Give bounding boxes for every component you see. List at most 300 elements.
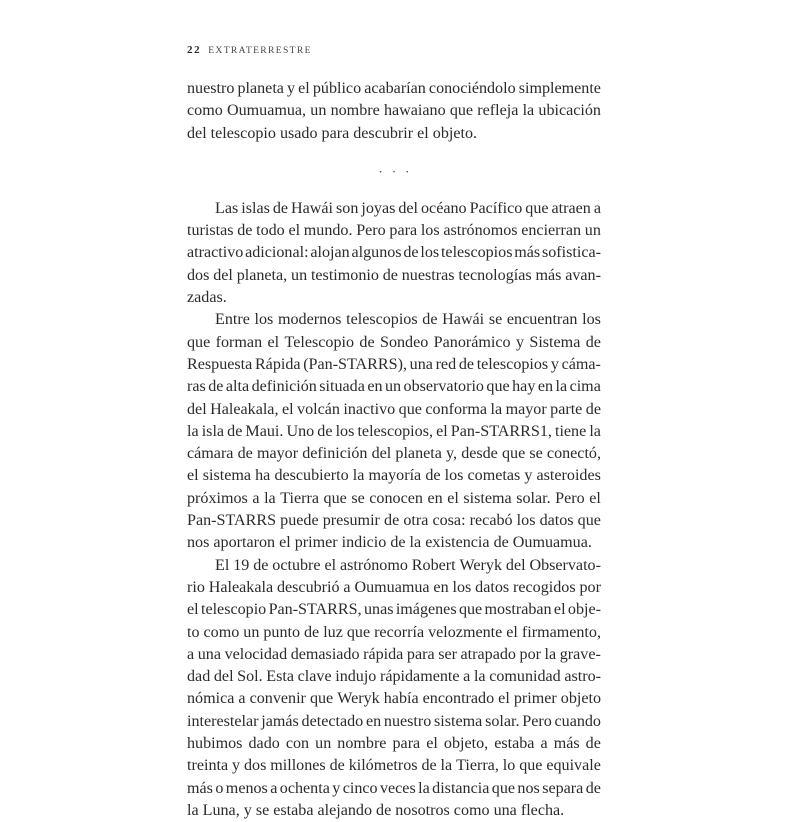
word: refleja xyxy=(477,102,519,120)
word: cima xyxy=(569,378,601,396)
word: más xyxy=(514,244,541,262)
text-line xyxy=(187,577,601,599)
word: hawaiano xyxy=(383,102,446,120)
word: de xyxy=(253,556,269,574)
word: encontrado xyxy=(422,690,495,708)
word: que xyxy=(486,378,510,396)
word: separa xyxy=(542,779,584,797)
word: telescopio xyxy=(200,601,267,619)
word: astrónomos xyxy=(443,222,518,240)
text-line xyxy=(187,510,601,532)
word: del xyxy=(187,400,207,418)
word: de xyxy=(585,779,601,797)
word: la xyxy=(490,400,503,418)
word: modernos xyxy=(277,311,342,329)
word: solar. xyxy=(516,489,551,507)
text-line xyxy=(187,309,601,331)
word: ser xyxy=(438,645,457,663)
word: hay xyxy=(512,378,536,396)
word: un xyxy=(384,378,402,396)
text-line xyxy=(187,666,601,688)
word: de xyxy=(382,266,398,284)
word: de xyxy=(425,467,441,485)
word: el xyxy=(187,467,199,485)
word: demasiado xyxy=(290,645,360,663)
text-line xyxy=(187,688,601,710)
word: océano xyxy=(421,199,467,217)
word: Esta xyxy=(266,668,295,686)
word: de xyxy=(585,333,601,351)
word: de xyxy=(403,244,419,262)
word: clave xyxy=(297,668,332,686)
word: que xyxy=(187,333,211,351)
word: del xyxy=(371,445,392,463)
word: distancia xyxy=(432,779,490,797)
running-head xyxy=(187,44,312,56)
word: forman xyxy=(215,333,263,351)
word: los xyxy=(420,244,440,262)
text-line xyxy=(187,599,601,621)
paragraph xyxy=(187,555,601,822)
word: a xyxy=(540,735,548,753)
word: en xyxy=(433,578,449,596)
word: la xyxy=(418,779,430,797)
word: El xyxy=(215,556,230,574)
text-line xyxy=(187,220,601,242)
word: Pero xyxy=(356,222,386,240)
word: nombre xyxy=(330,102,380,120)
word: desde xyxy=(461,445,498,463)
word: el xyxy=(281,400,294,418)
word: el xyxy=(267,333,280,351)
text-line xyxy=(187,100,601,122)
word: alta xyxy=(225,378,250,396)
text-line xyxy=(187,421,601,443)
word: o xyxy=(215,779,224,797)
word: unas xyxy=(363,601,394,619)
word: Respuesta xyxy=(187,355,253,373)
word: sofistica- xyxy=(542,244,601,262)
text-line xyxy=(187,778,601,800)
word: Panorámico xyxy=(433,333,511,351)
word: más xyxy=(535,266,562,284)
text-line xyxy=(187,555,601,577)
word: islas xyxy=(241,199,270,217)
word: rio xyxy=(187,578,205,596)
word: a xyxy=(252,489,260,507)
word: los xyxy=(420,222,440,240)
word: nombre xyxy=(337,735,387,753)
word: a xyxy=(238,690,246,708)
word: que xyxy=(449,102,474,120)
word: comunidad xyxy=(489,668,561,686)
word: el xyxy=(589,489,601,507)
word: para xyxy=(392,735,421,753)
word: por xyxy=(579,578,601,596)
word: nuestro xyxy=(383,712,432,730)
word: conocen xyxy=(369,489,423,507)
word: recorría xyxy=(374,623,425,641)
text-line: zadas. xyxy=(187,289,227,307)
word: el xyxy=(553,601,566,619)
word: una xyxy=(197,645,221,663)
word: equivale xyxy=(546,757,601,775)
word: del xyxy=(505,556,526,574)
word: jamás xyxy=(261,712,299,730)
word: que xyxy=(491,779,516,797)
word: la xyxy=(264,489,276,507)
word: ochenta xyxy=(279,779,330,797)
word: millones xyxy=(270,757,326,775)
word: isla xyxy=(201,422,225,440)
word: los xyxy=(335,422,355,440)
word: el xyxy=(298,80,310,97)
word: un xyxy=(584,222,601,240)
word: primer xyxy=(513,690,557,708)
text-line xyxy=(187,242,601,264)
word: ubicación xyxy=(538,102,601,120)
word: estaba xyxy=(494,735,535,753)
word: de xyxy=(329,757,345,775)
word: inactivo xyxy=(343,400,396,418)
word: para xyxy=(389,222,418,240)
paragraph xyxy=(187,198,601,309)
word: los xyxy=(582,311,601,329)
section-break-dinkus: ··· xyxy=(378,163,419,179)
word: a xyxy=(270,779,278,797)
word: kilómetros xyxy=(348,757,418,775)
word: velozmente xyxy=(428,623,503,641)
word: tecnologías xyxy=(458,266,532,284)
word: atraen xyxy=(551,199,591,217)
word: se xyxy=(351,489,365,507)
word: del xyxy=(398,199,419,217)
word: planeta xyxy=(395,445,442,463)
word: volcán xyxy=(297,400,340,418)
word: los xyxy=(254,311,274,329)
word: obje- xyxy=(567,601,601,619)
word: objeto, xyxy=(443,735,489,753)
text-line xyxy=(187,376,601,398)
word: como xyxy=(187,102,223,120)
word: Sondeo xyxy=(380,333,429,351)
word: los xyxy=(444,467,464,485)
word: un xyxy=(315,735,332,753)
word: cuando xyxy=(554,712,601,730)
word: Entre xyxy=(215,311,250,329)
word: telescopios xyxy=(476,355,549,373)
word: lo xyxy=(502,757,516,775)
word: cometas xyxy=(467,467,521,485)
word: un xyxy=(243,623,260,641)
word: descubrió xyxy=(276,578,340,596)
word: situada xyxy=(319,378,365,396)
body-text xyxy=(187,78,601,822)
word: Pero xyxy=(555,489,585,507)
word: alojan xyxy=(310,244,350,262)
text-line xyxy=(187,488,601,510)
word: dad xyxy=(187,668,211,686)
word: que xyxy=(577,512,601,530)
word: a xyxy=(187,645,195,663)
word: Pacífico xyxy=(469,199,523,217)
word: de xyxy=(208,378,224,396)
word: la xyxy=(440,757,453,775)
word: había xyxy=(383,690,419,708)
word: Oumuamua, xyxy=(226,102,307,120)
word: que xyxy=(501,445,526,463)
word: asteroides xyxy=(536,467,601,485)
word: de xyxy=(304,623,320,641)
word: recogidos xyxy=(513,578,576,596)
word: del xyxy=(213,668,234,686)
word: de xyxy=(422,311,438,329)
word: para xyxy=(406,645,435,663)
word: acabarían xyxy=(364,80,426,97)
word: la xyxy=(352,467,365,485)
word: simplemente xyxy=(518,80,601,97)
word: testimonio xyxy=(310,266,379,284)
word: menos xyxy=(225,779,268,797)
word: que xyxy=(398,400,422,418)
word: firmamento, xyxy=(521,623,601,641)
word: velocidad xyxy=(224,645,288,663)
word: cáma- xyxy=(561,355,601,373)
word: los xyxy=(452,578,472,596)
word: ha xyxy=(255,467,271,485)
word: Sol. xyxy=(237,668,263,686)
word: planeta, xyxy=(236,266,288,284)
word: rápida xyxy=(363,645,404,663)
word: como xyxy=(203,623,240,641)
word: Tierra, xyxy=(456,757,499,775)
word: y xyxy=(550,355,559,373)
word: en xyxy=(367,378,383,396)
word: imágenes xyxy=(395,601,457,619)
word: el xyxy=(187,601,199,619)
text-line xyxy=(187,644,601,666)
word: definición xyxy=(251,378,317,396)
word: Hawái xyxy=(442,311,485,329)
word: un xyxy=(291,266,308,284)
text-line xyxy=(187,711,601,733)
word: que xyxy=(458,601,483,619)
word: de xyxy=(272,199,289,217)
word: ras xyxy=(187,378,206,396)
word: Telescopio xyxy=(284,333,355,351)
word: objeto xyxy=(560,690,601,708)
word: el xyxy=(288,222,301,240)
word: sistema xyxy=(434,712,483,730)
word: punto xyxy=(263,623,301,641)
word: y xyxy=(287,80,296,97)
word: mayor xyxy=(256,445,299,463)
word: cinco xyxy=(342,779,378,797)
text-line xyxy=(187,332,601,354)
word: a xyxy=(593,199,601,217)
word: y xyxy=(515,333,524,351)
word: cámara xyxy=(187,445,234,463)
word: encierran xyxy=(521,222,582,240)
word: de xyxy=(585,735,601,753)
word: planeta xyxy=(237,80,284,97)
word: de xyxy=(317,422,333,440)
word: una xyxy=(409,355,433,373)
word: por xyxy=(519,645,541,663)
word: mostraban xyxy=(484,601,552,619)
word: Hawái xyxy=(291,199,334,217)
word: y xyxy=(524,467,533,485)
word: el xyxy=(447,489,459,507)
word: se xyxy=(529,445,543,463)
word: en xyxy=(427,489,443,507)
text-line xyxy=(187,354,601,376)
word: más xyxy=(187,779,213,797)
word: dos xyxy=(187,266,210,284)
word: la xyxy=(522,102,535,120)
word: Oumuamua xyxy=(354,578,430,596)
word: Pan-STARRS xyxy=(187,512,277,530)
word: datos xyxy=(475,578,510,596)
word: son xyxy=(336,199,359,217)
word: Weryk xyxy=(459,556,502,574)
word: más xyxy=(553,735,580,753)
word: presumir xyxy=(322,512,380,530)
text-line xyxy=(187,465,601,487)
word: avan- xyxy=(565,266,601,284)
word: otra xyxy=(403,512,429,530)
page-number: 22 xyxy=(187,44,202,56)
text-line xyxy=(187,622,601,644)
word: la xyxy=(589,422,601,440)
word: atractivo xyxy=(187,244,244,262)
word: detectado xyxy=(301,712,364,730)
word: Maui. xyxy=(245,422,284,440)
word: puede xyxy=(280,512,319,530)
word: que xyxy=(309,690,334,708)
word: el xyxy=(498,690,510,708)
word: a xyxy=(343,578,351,596)
word: Rápida xyxy=(254,355,301,373)
word: red xyxy=(435,355,457,373)
word: Observato- xyxy=(529,556,601,574)
text-line: del telescopio usado para descubrir el objeto. xyxy=(187,124,478,142)
text-line xyxy=(187,755,601,777)
word: definición xyxy=(302,445,368,463)
word: solar. xyxy=(485,712,520,730)
word: sistema xyxy=(202,467,252,485)
word: la xyxy=(555,378,568,396)
word: mundo. xyxy=(303,222,353,240)
word: conociéndolo xyxy=(428,80,516,97)
word: en xyxy=(537,378,554,396)
word: se xyxy=(488,311,503,329)
word: hubimos xyxy=(187,735,243,753)
word: Haleakala, xyxy=(210,400,279,418)
word: Las xyxy=(215,199,239,217)
word: Pan-STARRS1, xyxy=(450,422,552,440)
word: parte xyxy=(550,400,583,418)
word: to xyxy=(187,623,200,641)
text-line xyxy=(187,399,601,421)
word: la xyxy=(187,422,199,440)
text-line xyxy=(187,443,601,465)
word: de xyxy=(227,422,243,440)
word: mayor xyxy=(505,400,547,418)
word: telescopios xyxy=(346,311,418,329)
word: a xyxy=(463,668,471,686)
word: que xyxy=(346,623,371,641)
word: nuestro xyxy=(187,80,235,97)
text-line: la Luna, y se estaba alejando de nosotros como una flecha. xyxy=(187,801,565,819)
word: los xyxy=(516,512,536,530)
word: nuestras xyxy=(401,266,455,284)
word: conectó, xyxy=(546,445,601,463)
word: y, xyxy=(446,445,458,463)
word: el xyxy=(506,623,518,641)
word: Pero xyxy=(522,712,552,730)
word: Weryk xyxy=(337,690,380,708)
word: 19 xyxy=(233,556,250,574)
word: luz xyxy=(323,623,343,641)
word: Robert xyxy=(411,556,456,574)
word: todo xyxy=(256,222,285,240)
word: Haleakala xyxy=(208,578,274,596)
word: observatorio xyxy=(403,378,484,396)
word: Pan-STARRS, xyxy=(268,601,362,619)
word: de xyxy=(237,445,253,463)
word: algunos xyxy=(351,244,402,262)
word: de xyxy=(237,222,253,240)
word: que xyxy=(519,757,543,775)
word: de xyxy=(421,757,437,775)
word: datos xyxy=(539,512,574,530)
text-line xyxy=(187,198,601,220)
word: cosa: xyxy=(432,512,466,530)
word: el xyxy=(426,735,438,753)
word: rápidamente xyxy=(379,668,460,686)
word: sistema xyxy=(463,489,512,507)
word: octubre xyxy=(272,556,321,574)
word: el xyxy=(436,422,448,440)
word: de xyxy=(458,355,475,373)
word: encuentran xyxy=(506,311,578,329)
word: atrapado xyxy=(460,645,516,663)
word: veces xyxy=(379,779,416,797)
word: de xyxy=(359,333,375,351)
word: grave- xyxy=(559,645,601,663)
word: turistas xyxy=(187,222,234,240)
word: tiene xyxy=(554,422,587,440)
word: el xyxy=(324,556,337,574)
text-line xyxy=(187,265,601,287)
word: que xyxy=(323,489,347,507)
word: (Pan-STARRS), xyxy=(303,355,407,373)
word: recabó xyxy=(469,512,513,530)
paragraph xyxy=(187,78,601,145)
word: astro- xyxy=(564,668,601,686)
word: en xyxy=(365,712,382,730)
word: público xyxy=(312,80,362,97)
word: nos xyxy=(517,779,540,797)
word: Tierra xyxy=(280,489,319,507)
word: joyas xyxy=(361,199,396,217)
word: próximos xyxy=(187,489,248,507)
word: telescopios xyxy=(440,244,513,262)
word: un xyxy=(310,102,327,120)
word: indujo xyxy=(335,668,377,686)
word: descubierto xyxy=(274,467,349,485)
